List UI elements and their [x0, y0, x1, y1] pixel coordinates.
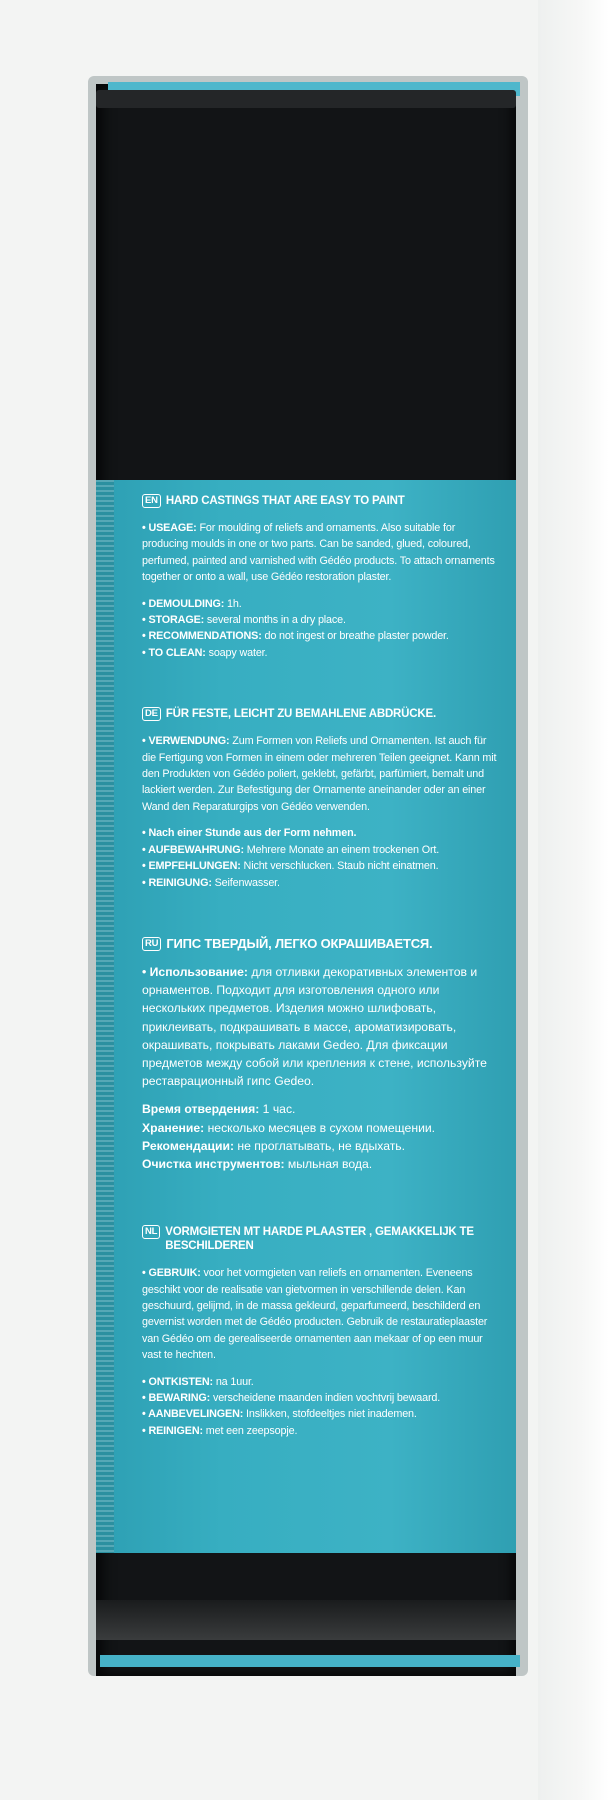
item-label: • DEMOULDING:	[142, 597, 225, 610]
item-text: Seifenwasser.	[211, 876, 280, 889]
item-text: na 1uur.	[212, 1375, 254, 1388]
section-title: VORMGIETEN MT HARDE PLAASTER , GEMAKKELIJK TE BESCHILDEREN	[165, 1226, 474, 1253]
usage-paragraph	[142, 1265, 502, 1363]
item-text: 1 час.	[259, 1102, 296, 1117]
list-item	[142, 628, 502, 644]
item-text: 1h.	[224, 597, 242, 610]
item-text: Mehrere Monate an einem trockenen Ort.	[243, 843, 440, 856]
list-item	[142, 645, 502, 661]
info-list	[142, 596, 502, 662]
item-text: several months in a dry place.	[204, 614, 346, 627]
item-text: Nicht verschlucken. Staub nicht einatmen.	[240, 860, 439, 873]
box-bottom-edge	[100, 1655, 520, 1667]
usage-label: • Использование:	[142, 964, 248, 979]
section-nl	[142, 1225, 502, 1439]
box-top-rim	[96, 90, 516, 108]
usage-paragraph	[142, 963, 502, 1090]
list-item	[142, 1374, 502, 1390]
item-text: soapy water.	[205, 646, 268, 659]
item-text: не проглатывать, не вдыхать.	[234, 1138, 406, 1153]
item-label: • REINIGUNG:	[142, 876, 212, 889]
item-label: • RECOMMENDATIONS:	[142, 630, 262, 643]
usage-paragraph	[142, 733, 502, 815]
section-header	[142, 937, 502, 951]
section-title: ГИПС ТВЕРДЫЙ, ЛЕГКО ОКРАШИВАЕТСЯ.	[166, 935, 433, 951]
item-label: • TO CLEAN:	[142, 646, 206, 659]
label-left-texture	[96, 480, 114, 1553]
background-right	[538, 0, 609, 1800]
language-badge: DE	[142, 707, 161, 721]
usage-label: • USEAGE:	[142, 522, 197, 534]
item-label: • AUFBEWAHRUNG:	[142, 843, 244, 856]
list-item	[142, 1406, 502, 1422]
item-label: • BEWARING:	[142, 1391, 211, 1404]
section-header	[142, 1225, 502, 1253]
item-text: несколько месяцев в сухом помещении.	[204, 1120, 436, 1135]
list-item	[142, 875, 502, 891]
usage-label: • GEBRUIK:	[142, 1267, 201, 1280]
usage-text: Zum Formen von Reliefs und Ornamenten. Ist auch für die Fertigung von Formen in einem oder mehreren Teilen geeignet. Kann mit den Produkten von Gédéo poliert, geklebt, gefärbt, parfümiert, bemalt und lackiert werden. Zur Befestigung der Ornamente aneinander oder an einer Wand den Reparaturgips von Gédéo verwenden.	[142, 735, 497, 813]
item-label: • Nach einer Stunde aus der Form nehmen.	[142, 827, 357, 840]
list-item	[142, 596, 502, 612]
info-list	[142, 1100, 502, 1173]
item-text: verscheidene maanden indien vochtvrij bewaard.	[210, 1391, 441, 1404]
list-item	[142, 612, 502, 628]
list-item	[142, 1390, 502, 1406]
item-label: Очистка инструментов:	[142, 1156, 285, 1171]
list-item	[142, 1137, 502, 1155]
list-item	[142, 842, 502, 858]
list-item	[142, 1119, 502, 1137]
section-title: FÜR FESTE, LEICHT ZU BEMAHLENE ABDRÜCKE.	[165, 708, 436, 721]
section-header	[142, 494, 502, 508]
language-badge: RU	[142, 937, 161, 951]
list-item	[142, 1100, 502, 1118]
item-label: Рекомендации:	[142, 1138, 235, 1153]
usage-label: • VERWENDUNG:	[142, 735, 230, 748]
item-label: Время отвердения:	[142, 1102, 260, 1117]
usage-text: для отливки декоративных элементов и орнаментов. Подходит для изготовления одного или нескольких предметов. Изделия можно шлифовать, приклеивать, подкрашивать в массе, ароматизировать, окрашивать, покрывать лаками Gedeo. Для фиксации предметов между собой или крепления к стене, используйте реставрационный гипс Gedeo.	[142, 964, 487, 1089]
item-label: Хранение:	[142, 1120, 205, 1135]
box-bottom-rim	[96, 1600, 516, 1640]
item-label: • AANBEVELINGEN:	[142, 1408, 244, 1421]
usage-text: For moulding of reliefs and ornaments. Also suitable for producing moulds in one or two parts. Can be sanded, glued, coloured, perfumed, painted and varnished with Gédéo products. To attach ornaments together or onto a wall, use Gédéo restoration plaster.	[142, 522, 495, 584]
info-list	[142, 825, 502, 891]
item-label: • ONTKISTEN:	[142, 1375, 213, 1388]
section-title: HARD CASTINGS THAT ARE EASY TO PAINT	[165, 495, 405, 507]
list-item	[142, 1423, 502, 1439]
item-label: • STORAGE:	[142, 614, 205, 627]
item-label: • EMPFEHLUNGEN:	[142, 860, 241, 873]
info-list	[142, 1374, 502, 1440]
section-de	[142, 707, 502, 891]
language-badge: NL	[142, 1225, 160, 1239]
section-en	[142, 494, 502, 661]
instruction-label	[96, 480, 516, 1553]
item-text: Inslikken, stofdeeltjes niet inademen.	[243, 1408, 417, 1421]
item-label: • REINIGEN:	[142, 1424, 203, 1437]
item-text: do not ingest or breathe plaster powder.	[261, 630, 449, 643]
section-ru	[142, 937, 502, 1173]
language-badge: EN	[142, 494, 161, 508]
item-text: met een zeepsopje.	[202, 1424, 298, 1437]
list-item	[142, 825, 502, 841]
usage-paragraph	[142, 520, 502, 586]
item-text: мыльная вода.	[284, 1156, 373, 1171]
list-item	[142, 1155, 502, 1173]
usage-text: voor het vormgieten van reliefs en ornamenten. Eveneens geschikt voor de realisatie van gietvormen in verschillende delen. Kan geschuurd, gelijmd, in de massa gekleurd, geparfumeerd, beschilderd en gevernist worden met de Gédéo producten. Gebruik de restauratieplaaster van Gédéo om de gerealiseerde ornamenten aan mekaar of op een muur vast te hechten.	[142, 1267, 488, 1362]
list-item	[142, 858, 502, 874]
section-header	[142, 707, 502, 721]
